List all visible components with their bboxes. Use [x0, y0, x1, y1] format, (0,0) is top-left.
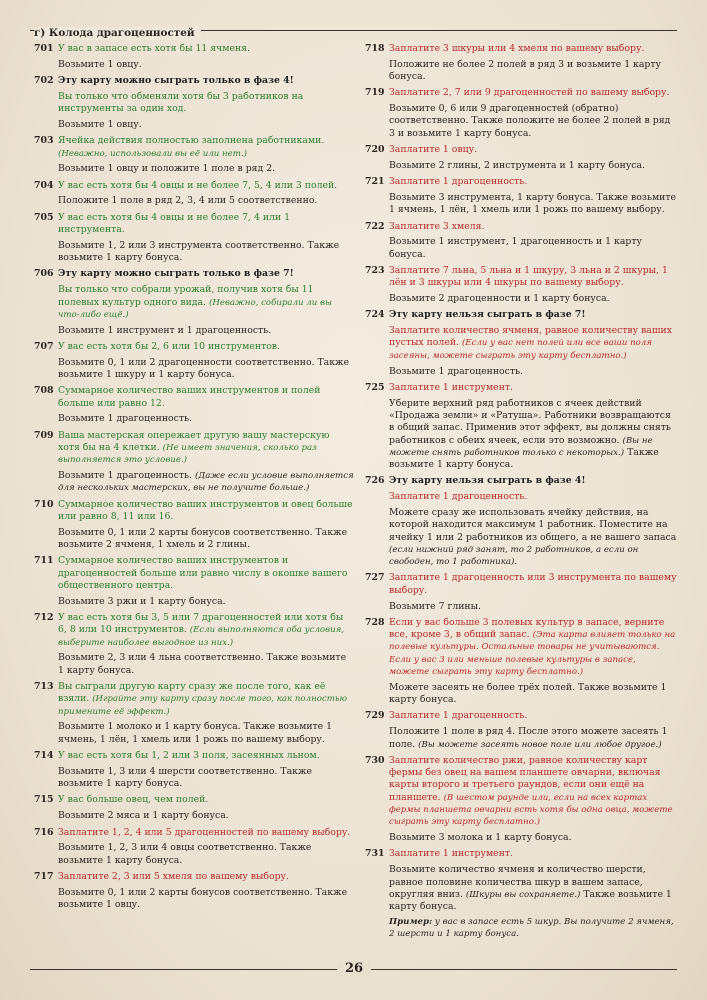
card-entry [34, 555, 354, 608]
card-number: 709 [34, 429, 54, 441]
card-entry [365, 382, 677, 472]
card-effect: Возьмите 3 инструмента, 1 карту бонуса. Также возьмите 1 ячмень, 1 лён, 1 хмель или 1 рожь по вашему выбору. [389, 191, 677, 216]
card-number: 715 [34, 794, 54, 806]
card-number: 705 [34, 211, 54, 223]
card-effect: Уберите верхний ряд работников с ячеек действий «Продажа земли» и «Ратуша». Работники возвращаются в общий запас. Применив этот эффект, вы должны снять работников с обеих ячеек, если это возможно. (Вы не можете снять работников только с некоторых.) Также возьмите 1 карту бонуса. [389, 397, 671, 471]
card-effect: Положите 1 поле в ряд 4. После этого можете засеять 1 поле. (Вы можете засеять новое поле или любое другое.) [389, 726, 668, 750]
card-effect: Возьмите 1 инструмент и 1 драгоценность. [58, 324, 272, 336]
card-entry [365, 87, 677, 140]
card-number: 708 [34, 385, 54, 397]
payment-condition: Заплатите 3 хмеля. [389, 220, 485, 232]
card-effect: Возьмите 1, 2, 3 или 4 овцы соответственно. Также возьмите 1 карту бонуса. [58, 842, 312, 866]
condition-note: (Неважно, использовали вы её или нет.) [58, 148, 247, 159]
card-effect: Возьмите 2 глины, 2 инструмента и 1 карту бонуса. [389, 159, 646, 171]
card-effect: Возьмите 0, 6 или 9 драгоценностей (обратно) соответственно. Также положите не более 2 полей в ряд 3 и возьмите 1 карту бонуса. [389, 103, 671, 139]
phase-restriction: Эту карту нельзя сыграть в фазе 7! [389, 309, 586, 321]
payment-condition: Заплатите 1 драгоценность или 3 инструмента по вашему выбору. [389, 572, 677, 596]
effect-note: (Даже если условие выполняется для нескольких мастерских, вы не получите больше.) [58, 471, 354, 494]
effect-note: (если нижний ряд занят, то 2 работников, а если он свободен, то 1 работника). [389, 544, 639, 568]
card-entry [365, 475, 677, 568]
requirement-condition: Вы только что собрали урожай, получив хотя бы 11 полевых культур одного вида. (Неважно, собирали ли вы что-либо ещё.) [58, 284, 332, 320]
payment-condition: Заплатите 1 инструмент. [389, 381, 513, 393]
right-column [365, 43, 677, 945]
card-number: 714 [34, 750, 54, 762]
card-number: 722 [365, 220, 385, 232]
payment-condition: Заплатите 1 овцу. [389, 144, 478, 156]
card-effect: Положите 1 поле в ряд 2, 3, 4 или 5 соответственно. [58, 195, 318, 207]
card-effect: Возьмите количество ячменя и количество шерсти, равное половине количества шкур в вашем запасе, округляя вниз. (Шкуры вы сохраняете.) Также возьмите 1 карту бонуса. [389, 864, 672, 913]
card-entry [365, 176, 677, 216]
effect-note: (Вы не можете снять работников только с некоторых.) [389, 435, 653, 458]
card-number: 731 [365, 848, 385, 860]
card-number: 702 [34, 75, 54, 87]
card-entry [34, 212, 354, 265]
example-label: Пример: [389, 916, 433, 927]
card-number: 701 [34, 43, 54, 54]
card-effect: Возьмите 2 мяса и 1 карту бонуса. [58, 810, 229, 822]
payment-condition: Заплатите количество ячменя, равное количеству ваших пустых полей. (Если у вас нет полей или все ваши поля засеяны, можете сыграть эту карту бесплатно.) [389, 325, 672, 361]
payment-condition: Заплатите 1 драгоценность. [389, 710, 528, 722]
card-effect: Возьмите 1, 3 или 4 шерсти соответственно. Также возьмите 1 карту бонуса. [58, 765, 313, 790]
effect-note: (Шкуры вы сохраняете.) [465, 889, 581, 900]
requirement-condition: У вас есть хотя бы 4 овцы и не более 7, 5, 4 или 3 полей. [58, 179, 338, 191]
card-number: 727 [365, 572, 385, 584]
card-effect: Возьмите 1 драгоценность. [389, 365, 523, 377]
payment-condition: Заплатите 2, 3 или 5 хмеля по вашему выбору. [58, 870, 289, 882]
requirement-condition: У вас больше овец, чем полей. [58, 794, 209, 806]
card-effect: Возьмите 1 инструмент, 1 драгоценность и 1 карту бонуса. [389, 236, 642, 260]
card-entry [365, 617, 677, 707]
phase-restriction: Эту карту можно сыграть только в фазе 7! [58, 268, 294, 280]
card-entry [34, 794, 354, 822]
card-number: 725 [365, 381, 385, 393]
payment-condition: Заплатите 1, 2, 4 или 5 драгоценностей по вашему выбору. [58, 826, 351, 838]
card-effect: Возьмите 1 молоко и 1 карту бонуса. Также возьмите 1 ячмень, 1 лён, 1 хмель или 1 рожь по вашему выбору. [58, 721, 333, 745]
requirement-condition: Вы только что обменяли хотя бы 3 работников на инструменты за один ход. [58, 90, 304, 115]
card-entry [365, 221, 677, 261]
card-effect: Можете засеять не более трёх полей. Также возьмите 1 карту бонуса. [389, 681, 667, 706]
card-entry [34, 180, 354, 208]
card-entry [34, 499, 354, 552]
card-effect: Можете сразу же использовать ячейку действия, на которой находится максимум 1 работник. Поместите на ячейку 1 или 2 работников из общего, а не вашего запаса (если нижний ряд занят, то 2 работников, а если он свободен, то 1 работника). [389, 507, 677, 568]
card-number: 719 [365, 87, 385, 99]
payment-condition: Если у вас больше 3 полевых культур в запасе, верните все, кроме 3, в общий запас. (Эта карта влияет только на полевые культуры. Остальные товары не учитываются. Если у вас 3 или меньше полевые культуры в запасе, можете сыграть эту карту бесплатно.) [389, 616, 676, 678]
requirement-condition: Суммарное количество ваших инструментов и полей больше или равно 12. [58, 385, 321, 409]
card-entry [34, 268, 354, 336]
card-entry [365, 43, 677, 83]
card-entry [365, 309, 677, 377]
card-effect: Возьмите 7 глины. [389, 600, 481, 612]
card-effect: Возьмите 3 молока и 1 карту бонуса. [389, 832, 572, 844]
payment-condition: Заплатите количество ржи, равное количеству карт фермы без овец на вашем планшете овчарни, включая карты второго и третьего раундов, если они ещё на планшете. (В шестом раунде или, если на всех картах фермы планшета овчарни есть хотя бы одна овца, можете сыграть эту карту бесплатно.) [389, 754, 673, 828]
left-column [34, 43, 354, 915]
card-entry [34, 612, 354, 677]
card-effect: Возьмите 1, 2 или 3 инструмента соответственно. Также возьмите 1 карту бонуса. [58, 239, 340, 264]
card-entry [34, 43, 354, 71]
card-effect: Возьмите 1 овцу. [58, 118, 142, 130]
requirement-condition: Суммарное количество ваших инструментов и драгоценностей больше или равно числу в окошке вашего общественного центра. [58, 555, 348, 591]
requirement-condition: Ячейка действия полностью заполнена работниками. (Неважно, использовали вы её или нет.) [58, 135, 325, 159]
payment-condition: Заплатите 1 драгоценность. [389, 176, 528, 188]
condition-note: (Эта карта влияет только на полевые культуры. Остальные товары не учитываются. Если у вас 3 или меньше полевые культуры в запасе, можете сыграть эту карту бесплатно.) [389, 630, 676, 678]
card-number: 711 [34, 555, 54, 567]
card-number: 712 [34, 612, 54, 624]
card-number: 718 [365, 43, 385, 54]
section-title: г) Колода драгоценностей [34, 27, 201, 40]
card-number: 728 [365, 616, 385, 628]
card-entry [34, 871, 354, 911]
card-effect: Возьмите 0, 1 или 2 карты бонусов соответственно. Также возьмите 1 овцу. [58, 886, 348, 911]
card-entry [365, 848, 677, 940]
condition-note: (Не имеет значения, сколько раз выполняется это условие.) [58, 443, 317, 466]
card-number: 729 [365, 710, 385, 722]
payment-condition: Заплатите 7 льна, 5 льна и 1 шкуру, 3 льна и 2 шкуры, 1 лён и 3 шкуры или 4 шкуры по вашему выбору. [389, 264, 668, 289]
card-entry [34, 75, 354, 131]
card-number: 716 [34, 826, 54, 838]
card-number: 724 [365, 309, 385, 321]
card-entry [34, 430, 354, 495]
requirement-condition: У вас есть хотя бы 2, 6 или 10 инструментов. [58, 340, 280, 352]
card-entry [365, 755, 677, 845]
requirement-condition: У вас есть хотя бы 1, 2 или 3 поля, засеянных льном. [58, 750, 320, 762]
card-effect: Возьмите 1 драгоценность. (Даже если условие выполняется для нескольких мастерских, вы не получите больше.) [58, 470, 354, 494]
requirement-condition: Суммарное количество ваших инструментов и овец больше или равно 8, 11 или 16. [58, 498, 353, 522]
phase-restriction: Эту карту нельзя сыграть в фазе 4! [389, 475, 586, 487]
card-entry [34, 681, 354, 746]
condition-note: (Играйте эту карту сразу после того, как полностью примените её эффект.) [58, 694, 348, 717]
card-effect: Возьмите 2 драгоценности и 1 карту бонуса. [389, 293, 610, 305]
requirement-condition: Ваша мастерская опережает другую вашу мастерскую хотя бы на 4 клетки. (Не имеет значения, сколько раз выполняется это условие.) [58, 429, 330, 466]
payment-condition: Заплатите 3 шкуры или 4 хмеля по вашему выбору. [389, 43, 645, 54]
card-number: 713 [34, 681, 54, 693]
card-effect: Возьмите 3 ржи и 1 карту бонуса. [58, 595, 226, 607]
card-effect: Возьмите 1 овцу. [58, 58, 142, 70]
requirement-condition: У вас есть хотя бы 3, 5 или 7 драгоценностей или хотя бы 6, 8 или 10 инструментов. (Если выполняются оба условия, выберите наиболее выгодное из них.) [58, 612, 345, 648]
card-number: 710 [34, 498, 54, 510]
payment-condition: Заплатите 1 драгоценность. [389, 491, 528, 503]
card-effect: Возьмите 0, 1 или 2 карты бонусов соответственно. Также возьмите 2 ячменя, 1 хмель и 2 глины. [58, 526, 348, 551]
requirement-condition: Вы сыграли другую карту сразу же после того, как её взяли. (Играйте эту карту сразу после того, как полностью примените её эффект.) [58, 681, 348, 717]
card-entry [365, 265, 677, 305]
card-number: 707 [34, 340, 54, 352]
card-effect: Возьмите 2, 3 или 4 льна соответственно. Также возьмите 1 карту бонуса. [58, 652, 347, 676]
page-number: 26 [337, 961, 371, 977]
card-number: 703 [34, 135, 54, 147]
card-entry [365, 572, 677, 612]
card-entry [34, 385, 354, 425]
card-effect: Возьмите 1 драгоценность. [58, 413, 192, 425]
card-number: 730 [365, 754, 385, 766]
payment-condition: Заплатите 2, 7 или 9 драгоценностей по вашему выбору. [389, 87, 670, 99]
card-number: 720 [365, 144, 385, 156]
card-number: 706 [34, 268, 54, 280]
card-number: 723 [365, 264, 385, 276]
condition-note: (В шестом раунде или, если на всех картах фермы планшета овчарни есть хотя бы одна овца, можете сыграть эту карту бесплатно.) [389, 792, 673, 828]
condition-note: (Если выполняются оба условия, выберите наиболее выгодное из них.) [58, 625, 345, 648]
card-number: 704 [34, 179, 54, 191]
payment-condition: Заплатите 1 инструмент. [389, 848, 513, 860]
condition-note: (Если у вас нет полей или все ваши поля засеяны, можете сыграть эту карту бесплатно.) [389, 338, 652, 361]
card-effect: Возьмите 0, 1 или 2 драгоценности соответственно. Также возьмите 1 шкуру и 1 карту бонуса. [58, 356, 350, 381]
requirement-condition: У вас в запасе есть хотя бы 11 ячменя. [58, 43, 250, 54]
example-text: Пример: у вас в запасе есть 5 шкур. Вы получите 2 ячменя, 2 шерсти и 1 карту бонуса. [389, 916, 674, 940]
card-entry [34, 135, 354, 175]
condition-note: (Неважно, собирали ли вы что-либо ещё.) [58, 297, 332, 320]
requirement-condition: У вас есть хотя бы 4 овцы и не более 7, 4 или 1 инструмента. [58, 211, 290, 236]
card-entry [365, 144, 677, 172]
card-entry [34, 750, 354, 790]
card-effect: Положите не более 2 полей в ряд 3 и возьмите 1 карту бонуса. [389, 58, 661, 83]
card-entry [365, 710, 677, 750]
card-number: 726 [365, 475, 385, 487]
card-entry [34, 827, 354, 867]
effect-note: (Вы можете засеять новое поле или любое другое.) [418, 739, 662, 750]
card-effect: Возьмите 1 овцу и положите 1 поле в ряд 2. [58, 163, 276, 175]
card-entry [34, 341, 354, 381]
card-number: 717 [34, 870, 54, 882]
card-number: 721 [365, 176, 385, 188]
phase-restriction: Эту карту можно сыграть только в фазе 4! [58, 75, 294, 87]
